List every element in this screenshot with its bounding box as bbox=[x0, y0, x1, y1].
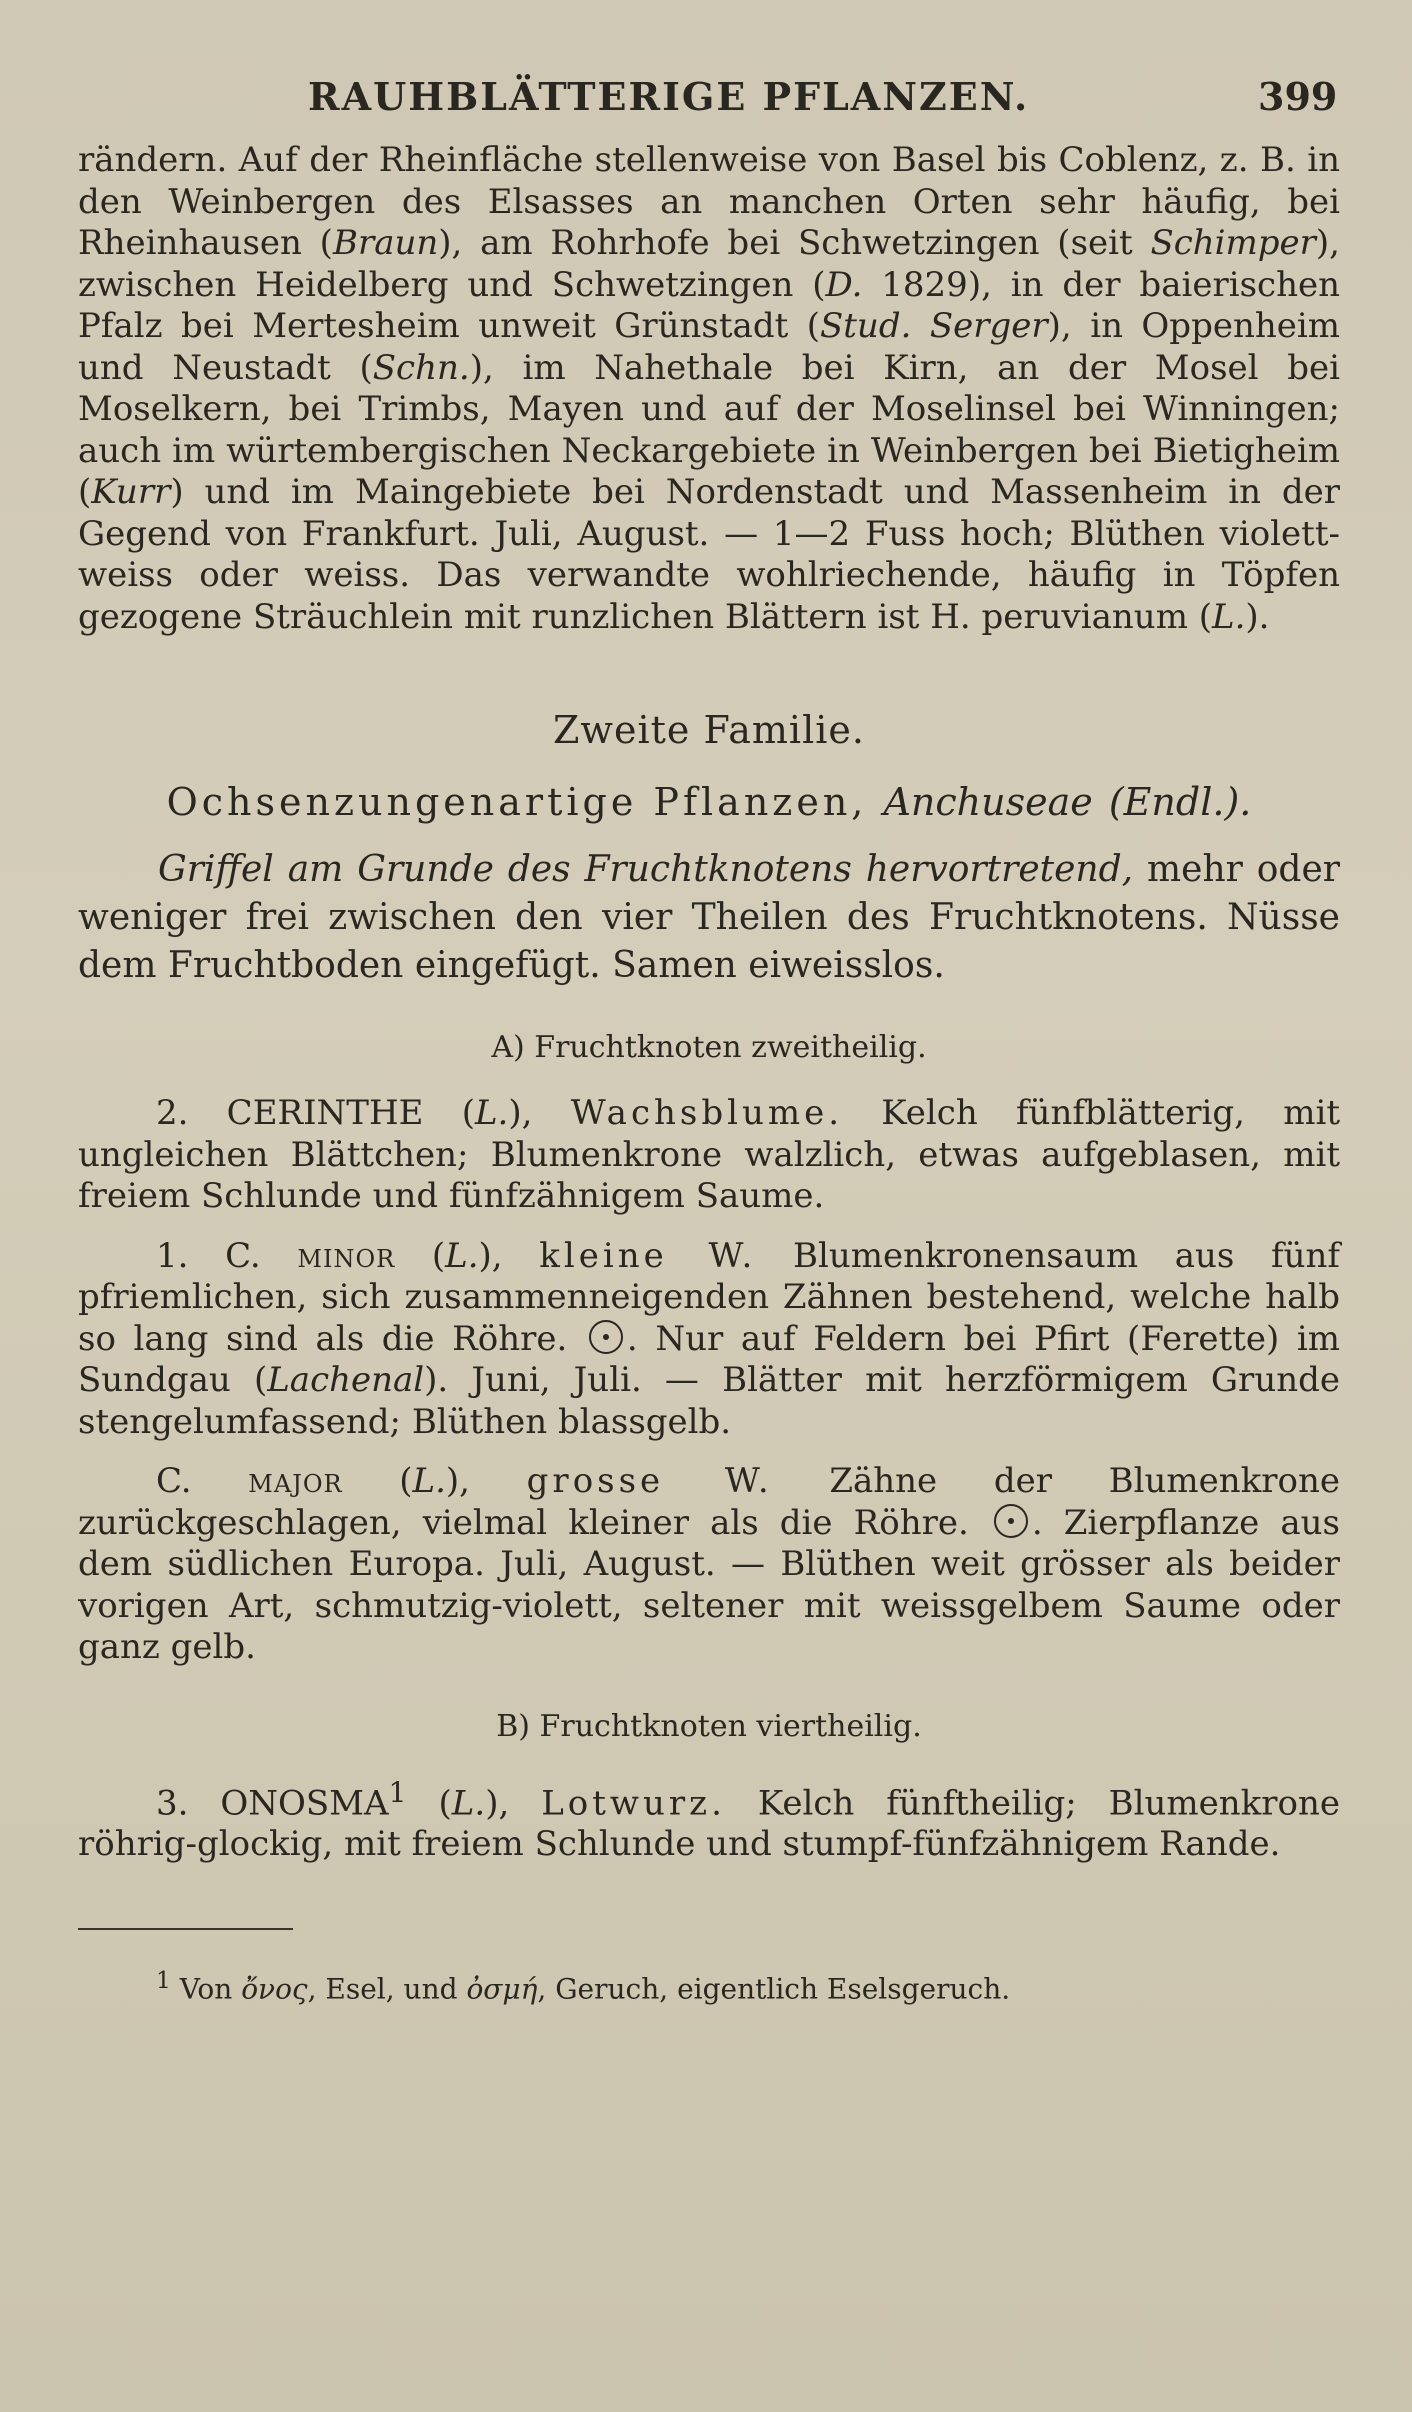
genus-cerinthe: 2. CERINTHE (L.), Wachsblume. Kelch fünfblätterig, mit ungleichen Blättchen; Blumenkrone walzlich, etwas aufgeblasen, mit freiem Schlunde und fünfzähnigem Saume. bbox=[78, 1093, 1340, 1216]
page-number: 399 bbox=[1258, 74, 1338, 119]
genus-onosma: 3. ONOSMA$^1$ (L.), Lotwurz. Kelch fünftheilig; Blumenkrone röhrig-glockig, mit freiem Schlunde und stumpf-fünfzähnigem Rande. bbox=[78, 1775, 1340, 1865]
annual-symbol-icon bbox=[589, 1320, 623, 1354]
section-a-heading: A) Fruchtknoten zweitheilig. bbox=[491, 1030, 927, 1065]
species-cerinthe-minor: 1. C. minor (L.), kleine W. Blumenkronensaum aus fünf pfriemlichen, sich zusammenneigenden Zähnen bestehend, welche halb so lang sind als die Röhre. . Nur auf Feldern bei Pfirt (Ferette) im Sundgau (Lachenal). Juni, Juli. — Blätter mit herzförmigem Grunde stengelumfassend; Blüthen blassgelb. bbox=[78, 1235, 1340, 1442]
footnote-divider bbox=[78, 1928, 293, 1930]
page-header bbox=[78, 70, 1340, 140]
footnote-ref: 1 bbox=[388, 1775, 407, 1809]
book-page bbox=[78, 70, 1340, 2010]
paragraph-heliotropium-distribution: rändern. Auf der Rheinfläche stellenweise von Basel bis Coblenz, z. B. in den Weinbergen des Elsasses an manchen Orten sehr häufig, bei Rheinhausen (Braun), am Rohrhofe bei Schwetzingen (seit Schimper), zwischen Heidelberg und Schwetzingen (D. 1829), in der baierischen Pfalz bei Mertesheim unweit Grünstadt (Stud. Serger), in Oppenheim und Neustadt (Schn.), im Nahethale bei Kirn, an der Mosel bei Moselkern, bei Trimbs, Mayen und auf der Moselinsel bei Winningen; auch im würtembergischen Neckargebiete in Weinbergen bei Bietigheim (Kurr) und im Maingebiete bei Nordenstadt und Massenheim in der Gegend von Frankfurt. Juli, August. — 1—2 Fuss hoch; Blüthen violett-weiss oder weiss. Das verwandte wohlriechende, häufig in Töpfen gezogene Sträuchlein mit runzlichen Blättern ist H. peruvianum (L.). bbox=[78, 140, 1340, 637]
family-description: Griffel am Grunde des Fruchtknotens hervortretend, mehr oder weniger frei zwischen den vier Theilen des Fruchtknotens. Nüsse dem Fruchtboden eingefügt. Samen eiweisslos. bbox=[78, 849, 1340, 986]
running-title: RAUHBLÄTTERIGE PFLANZEN. bbox=[308, 74, 1030, 119]
family-heading: Zweite Familie. bbox=[553, 708, 865, 752]
section-b-heading: B) Fruchtknoten viertheilig. bbox=[496, 1708, 922, 1744]
footnote: $^1$ Von ὄνος, Esel, und ὀσμή, Geruch, eigentlich Eselsgeruch. bbox=[156, 1965, 1011, 2006]
species-cerinthe-major: C. major (L.), grosse W. Zähne der Blumenkrone zurückgeschlagen, vielmal kleiner als die Röhre. . Zierpflanze aus dem südlichen Europa. Juli, August. — Blüthen weit grösser als beider vorigen Art, schmutzig-violett, seltener mit weissgelbem Saume oder ganz gelb. bbox=[78, 1461, 1341, 1667]
family-name: Ochsenzungenartige Pflanzen, Anchuseae (Endl.). bbox=[166, 780, 1252, 824]
annual-symbol-icon bbox=[994, 1504, 1028, 1538]
